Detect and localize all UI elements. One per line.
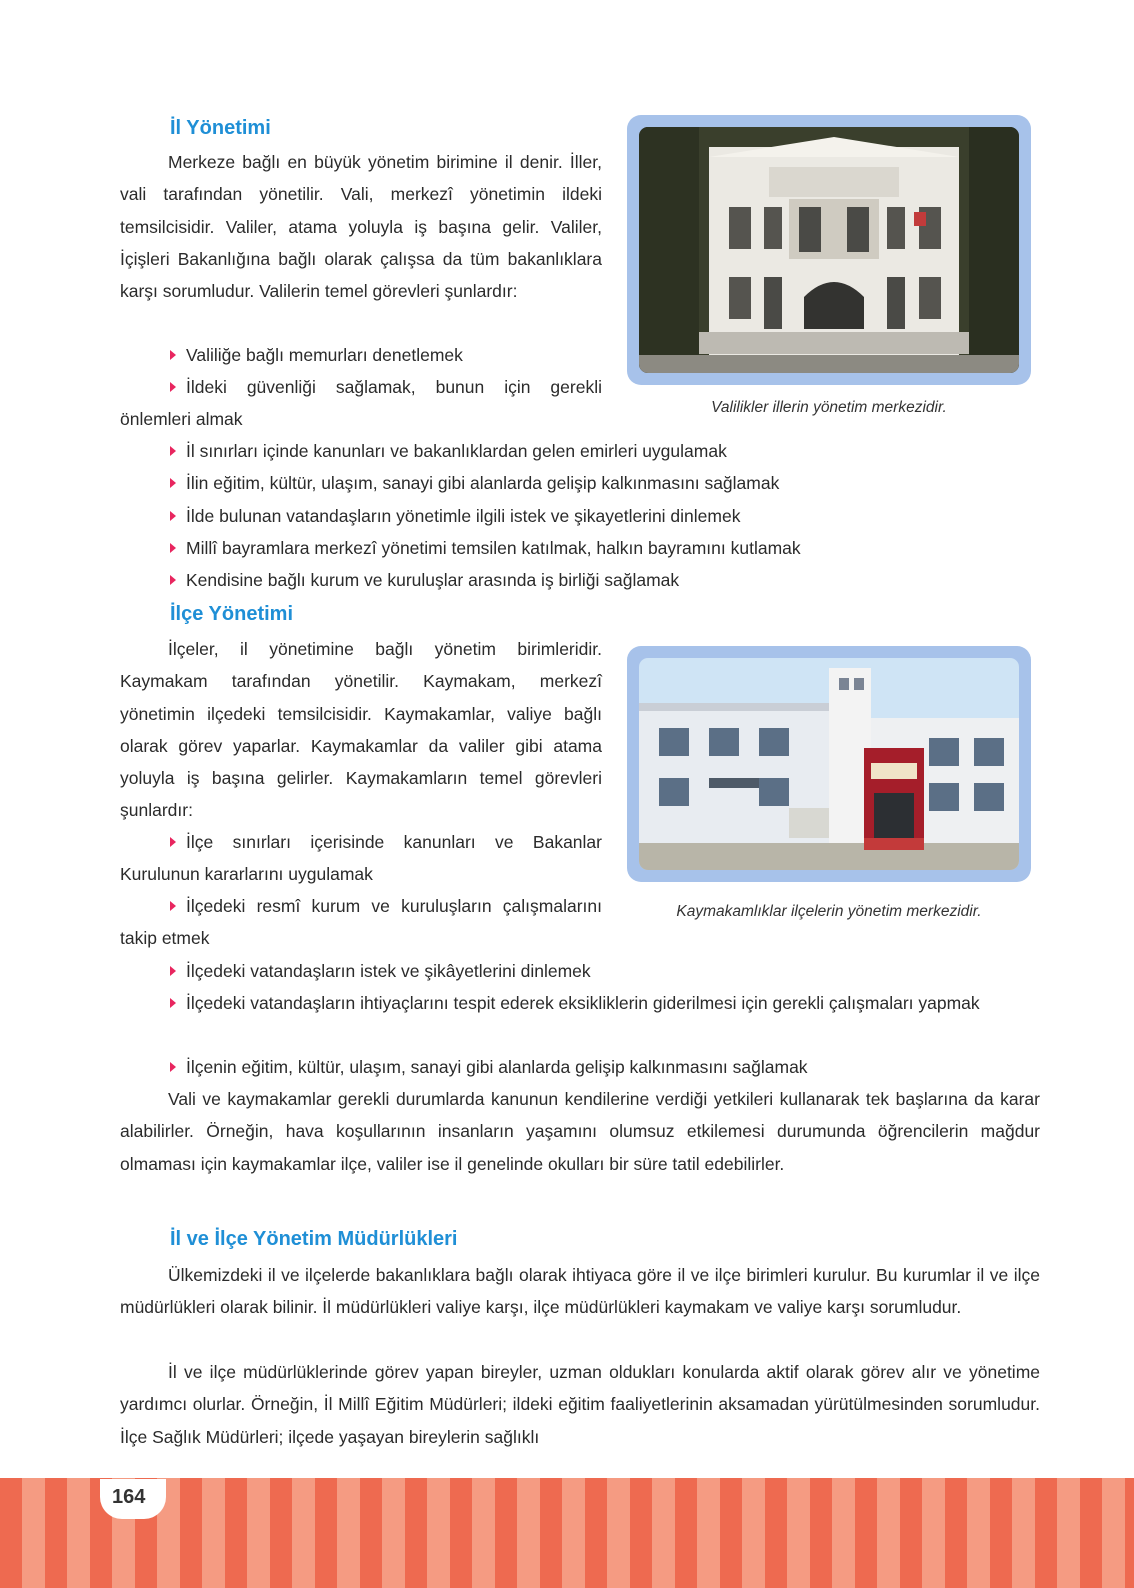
page-number: 164 [112,1486,146,1508]
ilce-intro-paragraph: İlçeler, il yönetimine bağlı yönetim birimleridir. Kaymakam tarafından yönetilir. Kaymakam, merkezî yönetimin ilçedeki temsilcisidir. Kaymakamlar, valiye bağlı olarak görev yaparlar. Kaymakamlar da valiler gibi atama yoluyla iş başına gelirler. Kaymakamların temel görevleri şunlardır: [120,639,602,821]
bullet-marker-icon [170,446,176,456]
valilik-photo-frame [627,115,1031,385]
bullet-marker-icon [170,575,176,585]
mudurlukler-paragraph-1: Ülkemizdeki il ve ilçelerde bakanlıklara bağlı olarak ihtiyaca göre il ve ilçe birimleri kurulur. Bu kurumlar il ve ilçe müdürlükleri olarak bilinir. İl müdürlükleri valiye karşı, ilçe müdürlükleri kaymakam ve valiye karşı sorumludur. [120,1265,1040,1318]
il-intro-paragraph: Merkeze bağlı en büyük yönetim birimine il denir. İller, vali tarafından yönetilir. Vali, merkezî yönetimin ildeki temsilcisidir. Valiler, atama yoluyla iş başına gelir. Valiler, İçişleri Bakanlığına bağlı olarak çalışsa da tüm bakanlıklara karşı sorumludur. Valilerin temel görevleri şunlardır: [120,152,602,302]
mudurlukler-paragraph-2: İl ve ilçe müdürlüklerinde görev yapan bireyler, uzman oldukları konularda aktif olarak görev alır ve yönetime yardımcı olurlar. Örneğin, İl Millî Eğitim Müdürleri; ildeki eğitim faaliyetlerinin aksamadan yürütülmesinden sorumludur. İlçe Sağlık Müdürleri; ilçede yaşayan bireylerin sağlıklı [120,1362,1040,1447]
bullet-marker-icon [170,966,176,976]
bullet-marker-icon [170,478,176,488]
ilce-bullet: İlçedeki vatandaşların ihtiyaçlarını tespit ederek eksikliklerin giderilmesi için gerekli çalışmaları yapmak [120,987,1040,1019]
il-bullet: İl sınırları içinde kanunları ve bakanlıklardan gelen emirleri uygulamak [170,435,1040,467]
ilce-bullet: İlçe sınırları içerisinde kanunları ve Bakanlar Kurulunun kararlarını uygulamak [120,832,602,885]
bullet-marker-icon [170,350,176,360]
ilce-bullet: İlçedeki vatandaşların istek ve şikâyetlerini dinlemek [170,955,1040,987]
bullet-marker-icon [170,511,176,521]
valilik-photo-caption: Valilikler illerin yönetim merkezidir. [711,399,947,416]
ilce-closing-paragraph: Vali ve kaymakamlar gerekli durumlarda kanunun kendilerine verdiği yetkileri kullanarak tek başlarına da karar alabilirler. Örneğin, hava koşullarının insanların yaşamını olumsuz etkilemesi durumunda öğrencilerin mağdur olmaması için kaymakamlar ilçe, valiler ise il genelinde okulları bir süre tatil edebilirler. [120,1089,1040,1174]
bullet-marker-icon [170,382,176,392]
valilik-building-photo [639,127,1019,373]
bullet-marker-icon [170,1062,176,1072]
bullet-marker-icon [170,998,176,1008]
il-bullet: Millî bayramlara merkezî yönetimi temsilen katılmak, halkın bayramını kutlamak [170,532,1040,564]
il-bullet: İldeki güvenliği sağlamak, bunun için gerekli önlemleri almak [120,377,602,430]
il-bullet: Valiliğe bağlı memurları denetlemek [170,339,600,371]
kaymakamlik-photo-frame [627,646,1031,882]
section-heading-il: İl Yönetimi [170,117,271,139]
il-bullet: İlin eğitim, kültür, ulaşım, sanayi gibi alanlarda gelişip kalkınmasını sağlamak [170,467,1040,499]
bullet-marker-icon [170,837,176,847]
ilce-bullet: İlçedeki resmî kurum ve kuruluşların çalışmalarını takip etmek [120,896,602,949]
il-bullet: İlde bulunan vatandaşların yönetimle ilgili istek ve şikayetlerini dinlemek [170,500,1040,532]
kaymakamlik-photo-caption: Kaymakamlıklar ilçelerin yönetim merkezidir. [676,903,982,920]
kaymakamlik-building-photo [639,658,1019,870]
bullet-marker-icon [170,901,176,911]
ilce-bullet: İlçenin eğitim, kültür, ulaşım, sanayi gibi alanlarda gelişip kalkınmasını sağlamak [170,1051,1040,1083]
footer-striped-band [0,1478,1134,1588]
il-bullet: Kendisine bağlı kurum ve kuruluşlar arasında iş birliği sağlamak [170,564,1040,596]
section-heading-ilce: İlçe Yönetimi [170,603,294,625]
section-heading-mudurlukler: İl ve İlçe Yönetim Müdürlükleri [170,1228,458,1250]
bullet-marker-icon [170,543,176,553]
